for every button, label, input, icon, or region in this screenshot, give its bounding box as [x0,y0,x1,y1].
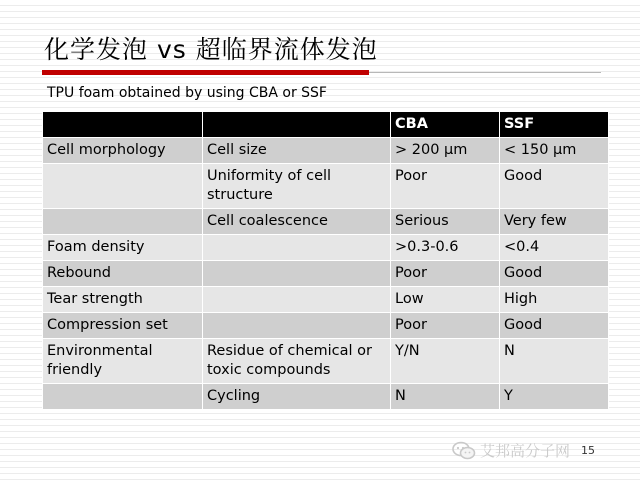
table-cell [203,261,391,287]
table-cell: >0.3-0.6 [391,235,500,261]
table-row [43,384,609,410]
table-cell: Very few [500,209,609,235]
table-cell: <0.4 [500,235,609,261]
table-cell: Cell size [203,138,391,164]
header-cell [203,112,391,138]
table-caption: TPU foam obtained by using CBA or SSF [47,85,327,101]
table-row [43,313,609,339]
table-cell: N [391,384,500,410]
table-cell: Residue of chemical or toxic compounds [203,339,391,384]
table-cell: Cycling [203,384,391,410]
table-cell: Poor [391,313,500,339]
table-cell: Low [391,287,500,313]
title-underline-red [42,70,369,75]
table-cell: High [500,287,609,313]
page-number: 15 [581,444,595,457]
table-cell: Good [500,261,609,287]
table-cell: Compression set [43,313,203,339]
table-cell [43,164,203,209]
table-row [43,287,609,313]
table-row [43,339,609,384]
table-cell [203,313,391,339]
table-cell: Poor [391,164,500,209]
title-underline-grey [369,72,601,73]
table-cell [43,209,203,235]
comparison-table [42,111,609,410]
table-cell: Good [500,313,609,339]
table-cell [203,235,391,261]
table-cell: N [500,339,609,384]
table-cell: Environmental friendly [43,339,203,384]
table-cell: Y/N [391,339,500,384]
slide-title: 化学发泡 vs 超临界流体发泡 [44,35,378,64]
table-cell: < 150 μm [500,138,609,164]
table-row [43,235,609,261]
header-cell [43,112,203,138]
table-cell: > 200 μm [391,138,500,164]
table-row [43,164,609,209]
table-cell: Rebound [43,261,203,287]
table-cell: Good [500,164,609,209]
wechat-icon [452,441,476,461]
table-cell: Y [500,384,609,410]
table-header-row [43,112,609,138]
table-cell: Serious [391,209,500,235]
header-cell-ssf: SSF [500,112,609,138]
table-cell: Uniformity of cell structure [203,164,391,209]
watermark-text: 艾邦高分子网 [480,442,571,460]
table-cell: Cell morphology [43,138,203,164]
table-cell: Poor [391,261,500,287]
table-cell [203,287,391,313]
table-cell: Tear strength [43,287,203,313]
header-cell-cba: CBA [391,112,500,138]
table-cell: Foam density [43,235,203,261]
table-row [43,261,609,287]
table-row [43,209,609,235]
table-cell [43,384,203,410]
watermark [452,440,570,461]
table-cell: Cell coalescence [203,209,391,235]
table-row [43,138,609,164]
